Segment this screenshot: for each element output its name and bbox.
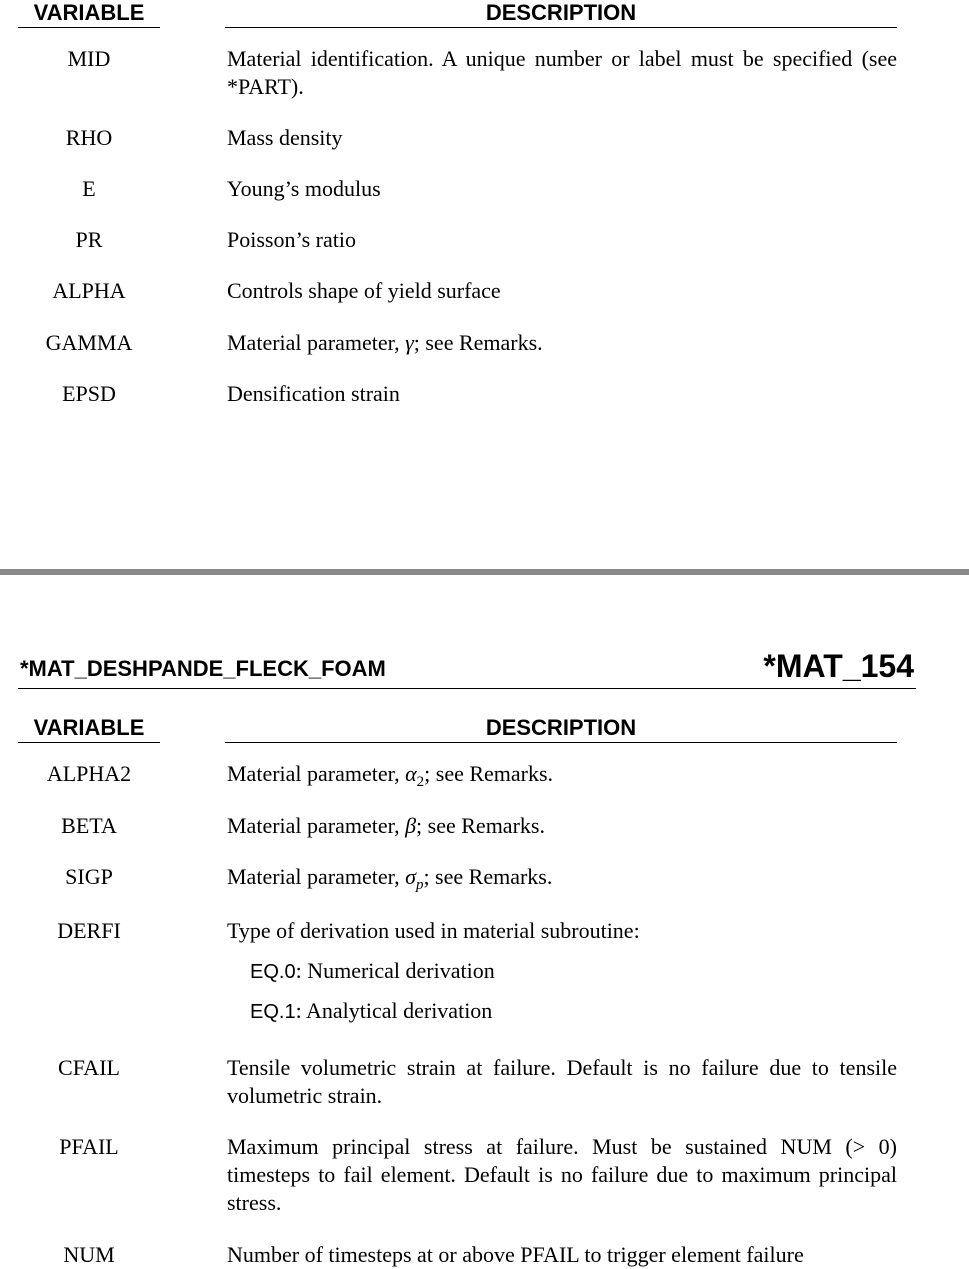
table1-description-header: DESCRIPTION bbox=[485, 0, 637, 25]
table2-variable-header: VARIABLE bbox=[33, 715, 145, 740]
option-text: : Numerical derivation bbox=[295, 958, 495, 983]
option-item bbox=[250, 957, 495, 986]
option-code: EQ.0 bbox=[250, 961, 296, 983]
table2-row-variable: BETA bbox=[61, 813, 117, 838]
table2-row-variable: NUM bbox=[63, 1242, 115, 1267]
table1-description-rule bbox=[225, 27, 897, 28]
table1-row-description: Poisson’s ratio bbox=[227, 227, 356, 252]
table1-row-variable: PR bbox=[75, 227, 103, 252]
description-text: Material parameter, bbox=[227, 330, 406, 355]
table1-row-variable: E bbox=[82, 176, 96, 201]
table1-row-description: Densification strain bbox=[227, 381, 400, 406]
table2-description-rule bbox=[225, 742, 897, 743]
table1-row-variable: GAMMA bbox=[45, 330, 133, 355]
table2-row-variable: CFAIL bbox=[58, 1055, 120, 1080]
option-text: : Analytical derivation bbox=[295, 998, 493, 1023]
table2-row-variable: SIGP bbox=[65, 864, 113, 889]
table1-row-description: Material identification. A unique number or label must be specified (see *PART). bbox=[227, 46, 897, 99]
table2-row-variable: DERFI bbox=[57, 918, 121, 943]
table1-row-description: Young’s modulus bbox=[227, 176, 381, 201]
option-item bbox=[250, 997, 492, 1026]
table2-row-description bbox=[227, 863, 897, 891]
table1-row-variable: MID bbox=[67, 46, 111, 71]
symbol-subscript: 2 bbox=[416, 774, 425, 790]
table2-row-variable: ALPHA2 bbox=[46, 761, 132, 786]
description-text: ; see Remarks. bbox=[416, 813, 545, 838]
table1-variable-rule bbox=[18, 27, 160, 28]
table2-description-header: DESCRIPTION bbox=[485, 715, 637, 740]
table2-row-description: Maximum principal stress at failure. Must be sustained NUM (> 0) timesteps to fail element. Default is no failure due to maximum principal stress. bbox=[227, 1134, 897, 1215]
table1-variable-header: VARIABLE bbox=[33, 0, 145, 25]
description-text: Material parameter, bbox=[227, 864, 406, 889]
table2-row-description: Type of derivation used in material subroutine: bbox=[227, 918, 640, 943]
table1-row-description: Controls shape of yield surface bbox=[227, 278, 501, 303]
table2-row-description bbox=[227, 812, 897, 840]
table1-row-description: Mass density bbox=[227, 125, 343, 150]
beta-symbol: β bbox=[405, 813, 417, 838]
alpha-symbol: α bbox=[405, 761, 417, 786]
section-id: *MAT_154 bbox=[763, 648, 914, 684]
table2-row-description bbox=[227, 760, 897, 788]
sigma-symbol: σ bbox=[405, 864, 416, 889]
section-title: *MAT_DESHPANDE_FLECK_FOAM bbox=[20, 656, 386, 681]
table1-row-description bbox=[227, 329, 897, 357]
description-text: Material parameter, bbox=[227, 813, 406, 838]
section-header-rule bbox=[18, 688, 916, 689]
description-text: ; see Remarks. bbox=[424, 761, 554, 786]
symbol-subscript: p bbox=[415, 877, 424, 893]
description-text: Material parameter, bbox=[227, 761, 406, 786]
description-text: ; see Remarks. bbox=[423, 864, 553, 889]
description-text: ; see Remarks. bbox=[413, 330, 543, 355]
table1-row-variable: RHO bbox=[65, 125, 113, 150]
gamma-symbol: γ bbox=[405, 330, 414, 355]
table2-row-description: Tensile volumetric strain at failure. Default is no failure due to tensile volumetric strain. bbox=[227, 1055, 897, 1108]
page-separator bbox=[0, 569, 969, 575]
option-code: EQ.1 bbox=[250, 1001, 296, 1023]
table2-row-description: Number of timesteps at or above PFAIL to trigger element failure bbox=[227, 1242, 804, 1267]
table1-row-variable: ALPHA bbox=[52, 278, 126, 303]
table1-row-variable: EPSD bbox=[62, 381, 116, 406]
table2-variable-rule bbox=[18, 742, 160, 743]
table2-row-variable: PFAIL bbox=[59, 1134, 119, 1159]
